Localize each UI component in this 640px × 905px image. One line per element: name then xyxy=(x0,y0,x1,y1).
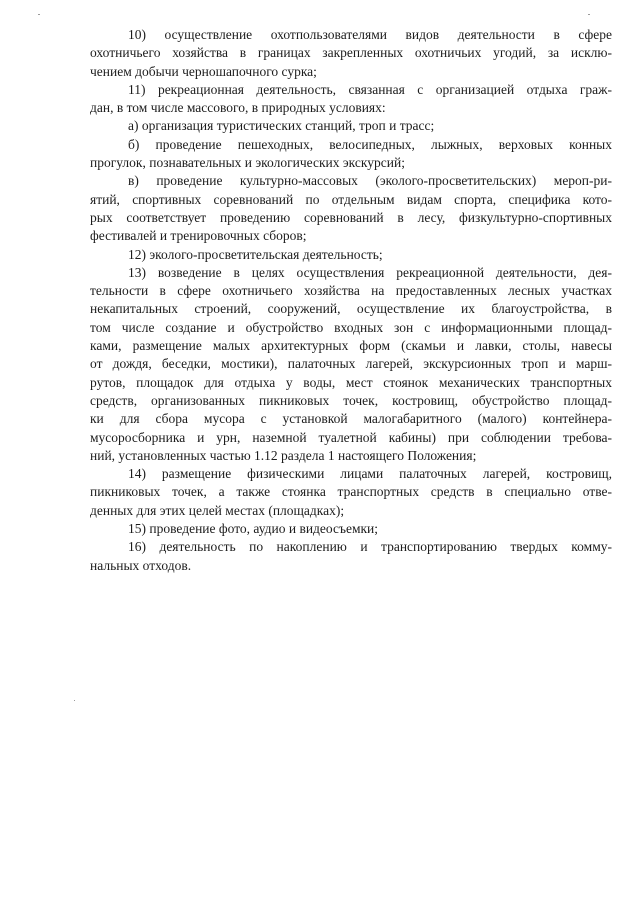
scan-mark xyxy=(588,14,590,15)
document-line: 15) проведение фото, аудио и видеосъемки; xyxy=(128,521,379,537)
document-line: прогулок, познавательных и экологических экскурсий; xyxy=(90,155,405,171)
document-line: в) проведение культурно-массовых (эколого-просветительских) мероп-ри- xyxy=(128,173,612,189)
scan-mark xyxy=(74,700,75,701)
document-line: 11) рекреационная деятельность, связанная с организацией отдыха граж- xyxy=(128,81,612,97)
document-line: от дождя, беседки, мостики), палаточных лагерей, экскурсионных троп и марш- xyxy=(90,356,612,372)
document-line: денных для этих целей местах (площадках); xyxy=(90,502,345,518)
document-line: б) проведение пешеходных, велосипедных, лыжных, верховых конных xyxy=(128,136,612,152)
scan-mark xyxy=(38,14,40,15)
document-line: дан, в том числе массового, в природных условиях: xyxy=(90,100,386,116)
document-line: мусоросборника и урн, наземной туалетной кабины) при соблюдении требова- xyxy=(90,429,612,445)
document-line: ятий, спортивных соревнований по отдельным видам спорта, специфика кото- xyxy=(90,191,612,207)
document-line: фестивалей и тренировочных сборов; xyxy=(90,228,307,244)
document-line: 14) размещение физическими лицами палаточных лагерей, кострoвищ, xyxy=(128,466,612,482)
document-line: охотничьего хозяйства в границах закрепленных охотничьих угодий, за исклю- xyxy=(90,45,612,61)
document-line: тельности в сфере охотничьего хозяйства на предоставленных лесных участках xyxy=(90,283,612,299)
document-line: ками, размещение малых архитектурных форм (скамьи и лавки, столы, навесы xyxy=(90,338,612,354)
document-line: 16) деятельность по накоплению и транспортированию твердых комму- xyxy=(128,539,612,555)
document-line: ки для сбора мусора с установкой малогабаритного (малого) контейнера- xyxy=(90,411,612,427)
document-line: чением добычи черношапочного сурка; xyxy=(90,63,317,79)
document-line: а) организация туристических станций, троп и трасс; xyxy=(128,118,435,134)
document-line: рых соответствует проведению соревнований в лесу, физкультурно-спортивных xyxy=(90,209,612,225)
document-line: средств, организованных пикниковых точек, кострoвищ, обустройство площад- xyxy=(90,392,612,408)
document-line: 13) возведение в целях осуществления рекреационной деятельности, дея- xyxy=(128,264,612,280)
document-line: том числе создание и обустройство входных зон с информационными площад- xyxy=(90,319,612,335)
document-line: 10) осуществление охотпользователями видов деятельности в сфере xyxy=(128,27,612,42)
document-line: 12) эколого-просветительская деятельность; xyxy=(128,246,383,262)
document-line: некапитальных строений, сооружений, осуществление их благоустройства, в xyxy=(90,301,612,317)
document-line: ний, установленных частью 1.12 раздела 1 настоящего Положения; xyxy=(90,447,477,463)
document-line: рутов, площадок для отдыха у воды, мест стоянок механических транспортных xyxy=(90,374,612,390)
document-body xyxy=(90,26,612,575)
document-line: пикниковых точек, а также стоянка транспортных средств в специально отве- xyxy=(90,484,612,500)
document-line: нальных отходов. xyxy=(90,557,192,573)
